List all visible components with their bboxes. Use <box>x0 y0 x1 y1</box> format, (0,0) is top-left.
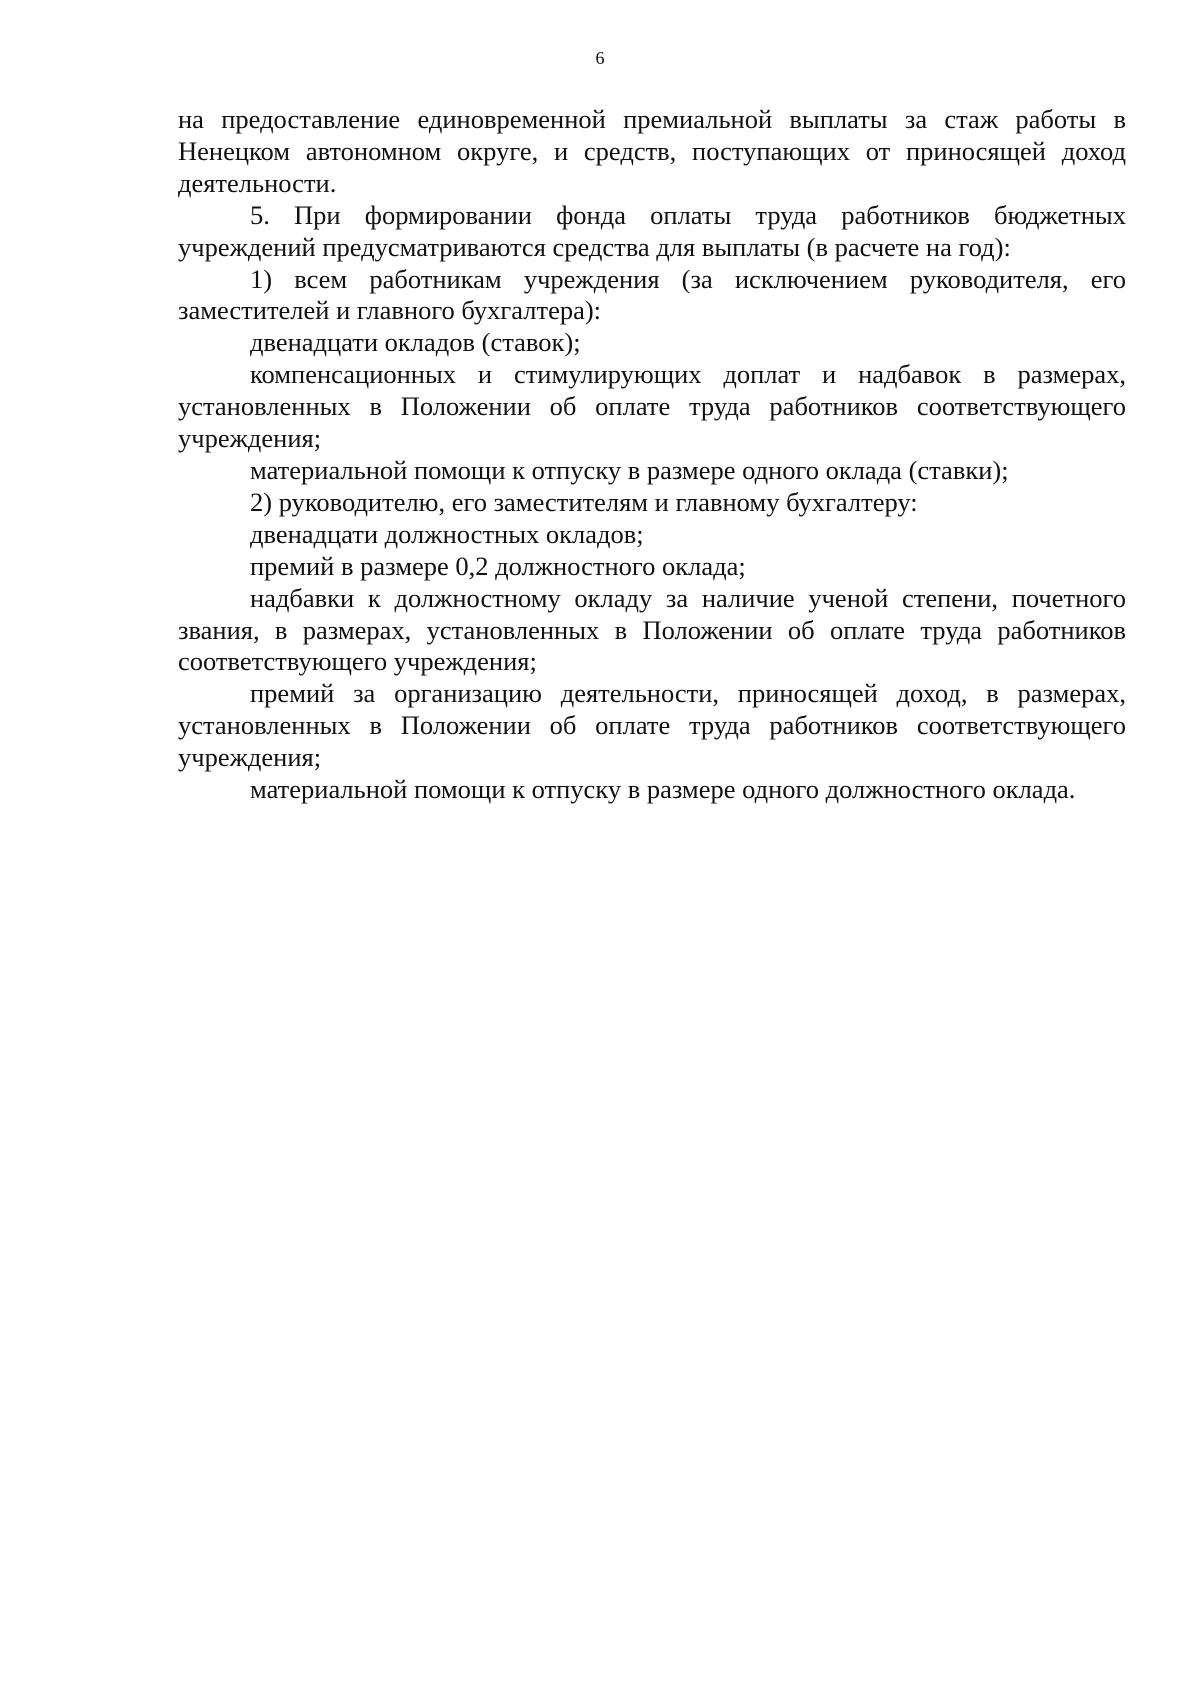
page-number: 6 <box>595 48 605 68</box>
paragraph-subitem-1: 1) всем работникам учреждения (за исключением руководителя, его заместителей и главного бухгалтера): <box>178 263 1126 326</box>
paragraph-salaries-twelve: двенадцати окладов (ставок); <box>250 327 581 358</box>
paragraph-premium-share: премий в размере 0,2 должностного оклада; <box>250 550 746 581</box>
paragraph-income-activity-premium: премий за организацию деятельности, приносящей доход, в размерах, установленных в Положении об оплате труда работников соответствующего учреждения; <box>178 678 1126 773</box>
document-body <box>178 104 1126 806</box>
paragraph-vacation-aid: материальной помощи к отпуску в размере одного оклада (ставки); <box>250 454 1009 485</box>
paragraph-item-5: 5. При формировании фонда оплаты труда работников бюджетных учреждений предусматриваются средства для выплаты (в расчете на год): <box>178 199 1126 262</box>
paragraph-official-salaries: двенадцати должностных окладов; <box>250 518 644 549</box>
paragraph-subitem-2: 2) руководителю, его заместителям и главному бухгалтеру: <box>250 486 918 517</box>
paragraph-degree-allowance: надбавки к должностному окладу за наличие ученой степени, почетного звания, в размерах, установленных в Положении об оплате труда работников соответствующего учреждения; <box>178 582 1126 677</box>
paragraph-continuation: на предоставление единовременной премиальной выплаты за стаж работы в Ненецком автономном округе, и средств, поступающих от приносящей доход деятельности. <box>178 104 1126 198</box>
paragraph-compensation-bonuses: компенсационных и стимулирующих доплат и надбавок в размерах, установленных в Положении об оплате труда работников соответствующего учреждения; <box>178 359 1126 454</box>
paragraph-official-vacation-aid: материальной помощи к отпуску в размере одного должностного оклада. <box>250 774 1076 805</box>
